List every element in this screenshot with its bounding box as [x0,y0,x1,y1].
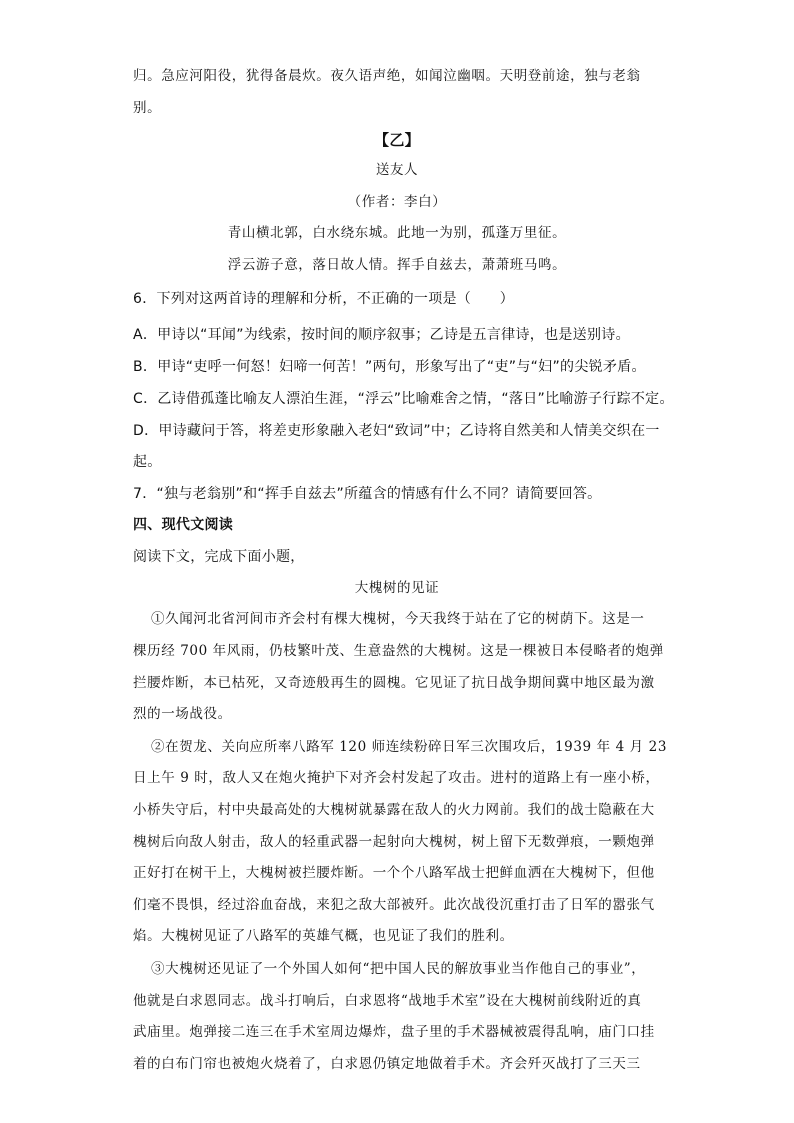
section-instruction: 阅读下文，完成下面小题， [133,549,305,565]
article-paragraph-line: ②在贺龙、关向应所率八路军 120 师连续粉碎日军三次围攻后，1939 年 4 月 23 [151,739,668,755]
poem-jia-line: 归。急应河阳役，犹得备晨炊。夜久语声绝，如闻泣幽咽。天明登前途，独与老翁 [133,68,641,84]
question-6-option-c: C．乙诗借孤蓬比喻友人漂泊生涯，“浮云”比喻难舍之情，“落日”比喻游子行踪不定。 [133,391,674,407]
poem-jia-line: 别。 [133,100,162,116]
article-paragraph-line: 日上午 9 时，敌人又在炮火掩护下对齐会村发起了攻击。进村的道路上有一座小桥， [133,770,660,786]
poem-yi-line: 浮云游子意，落日故人情。挥手自兹去，萧萧班马鸣。 [227,257,567,273]
article-paragraph-line: ③大槐树还见证了一个外国人如何“把中国人民的解放事业当作他自己的事业”， [151,961,646,977]
article-paragraph-line: 他就是白求恩同志。战斗打响后，白求恩将“战地手术室”设在大槐树前线附近的真 [133,993,642,1009]
article-paragraph-line: 正好打在树干上，大槐树被拦腰炸断。一个个八路军战士把鲜血洒在大槐树下，但他 [133,865,655,881]
question-6-option-a: A．甲诗以“耳闻”为线索，按时间的顺序叙事；乙诗是五言律诗，也是送别诗。 [133,327,630,343]
question-6-stem: 6．下列对这两首诗的理解和分析，不正确的一项是（ ） [133,291,515,307]
poem-yi-line: 青山横北郭，白水绕东城。此地一为别，孤蓬万里征。 [227,225,567,241]
article-paragraph-line: 武庙里。炮弹接二连三在手术室周边爆炸，盘子里的手术器械被震得乱响，庙门口挂 [133,1024,655,1040]
section-heading: 四、现代文阅读 [133,517,234,533]
article-paragraph-line: 小桥失守后，村中央最高处的大槐树就暴露在敌人的火力网前。我们的战士隐蔽在大 [133,802,655,818]
question-6-option-b: B．甲诗“吏呼一何怒！妇啼一何苦！”两句，形象写出了“吏”与“妇”的尖锐矛盾。 [133,359,646,375]
article-paragraph-line: 槐树后向敌人射击，敌人的轻重武器一起射向大槐树，树上留下无数弹痕，一颗炮弹 [133,834,655,850]
article-paragraph-line: 焰。大槐树见证了八路军的英雄气概，也见证了我们的胜利。 [133,928,514,944]
article-paragraph-line: ①久闻河北省河间市齐会村有棵大槐树，今天我终于站在了它的树荫下。这是一 [151,611,645,627]
poem-yi-author: （作者：李白） [347,194,447,210]
question-7-stem: 7．“独与老翁别”和“挥手自兹去”所蕴含的情感有什么不同？请简要回答。 [133,486,602,502]
poem-yi-title: 送友人 [375,162,419,178]
article-title: 大槐树的见证 [354,580,440,596]
article-paragraph-line: 们毫不畏惧，经过浴血奋战，来犯之敌大部被歼。此次战役沉重打击了日军的嚣张气 [133,897,655,913]
question-6-option-d: D．甲诗藏问于答，将差吏形象融入老妇“致词”中；乙诗将自然美和人情美交织在一 [133,423,660,439]
article-paragraph-line: 拦腰炸断，本已枯死，又奇迹般再生的圆槐。它见证了抗日战争期间冀中地区最为激 [133,675,655,691]
poem-yi-marker: 【乙】 [374,131,420,149]
question-6-option-d-cont: 起。 [133,454,162,470]
article-paragraph-line: 棵历经 700 年风雨，仍枝繁叶茂、生意盎然的大槐树。这是一棵被日本侵略者的炮弹 [133,643,664,659]
article-paragraph-line: 着的白布门帘也被炮火烧着了，白求恩仍镇定地做着手术。齐会歼灭战打了三天三 [133,1056,641,1072]
article-paragraph-line: 烈的一场战役。 [133,706,232,722]
